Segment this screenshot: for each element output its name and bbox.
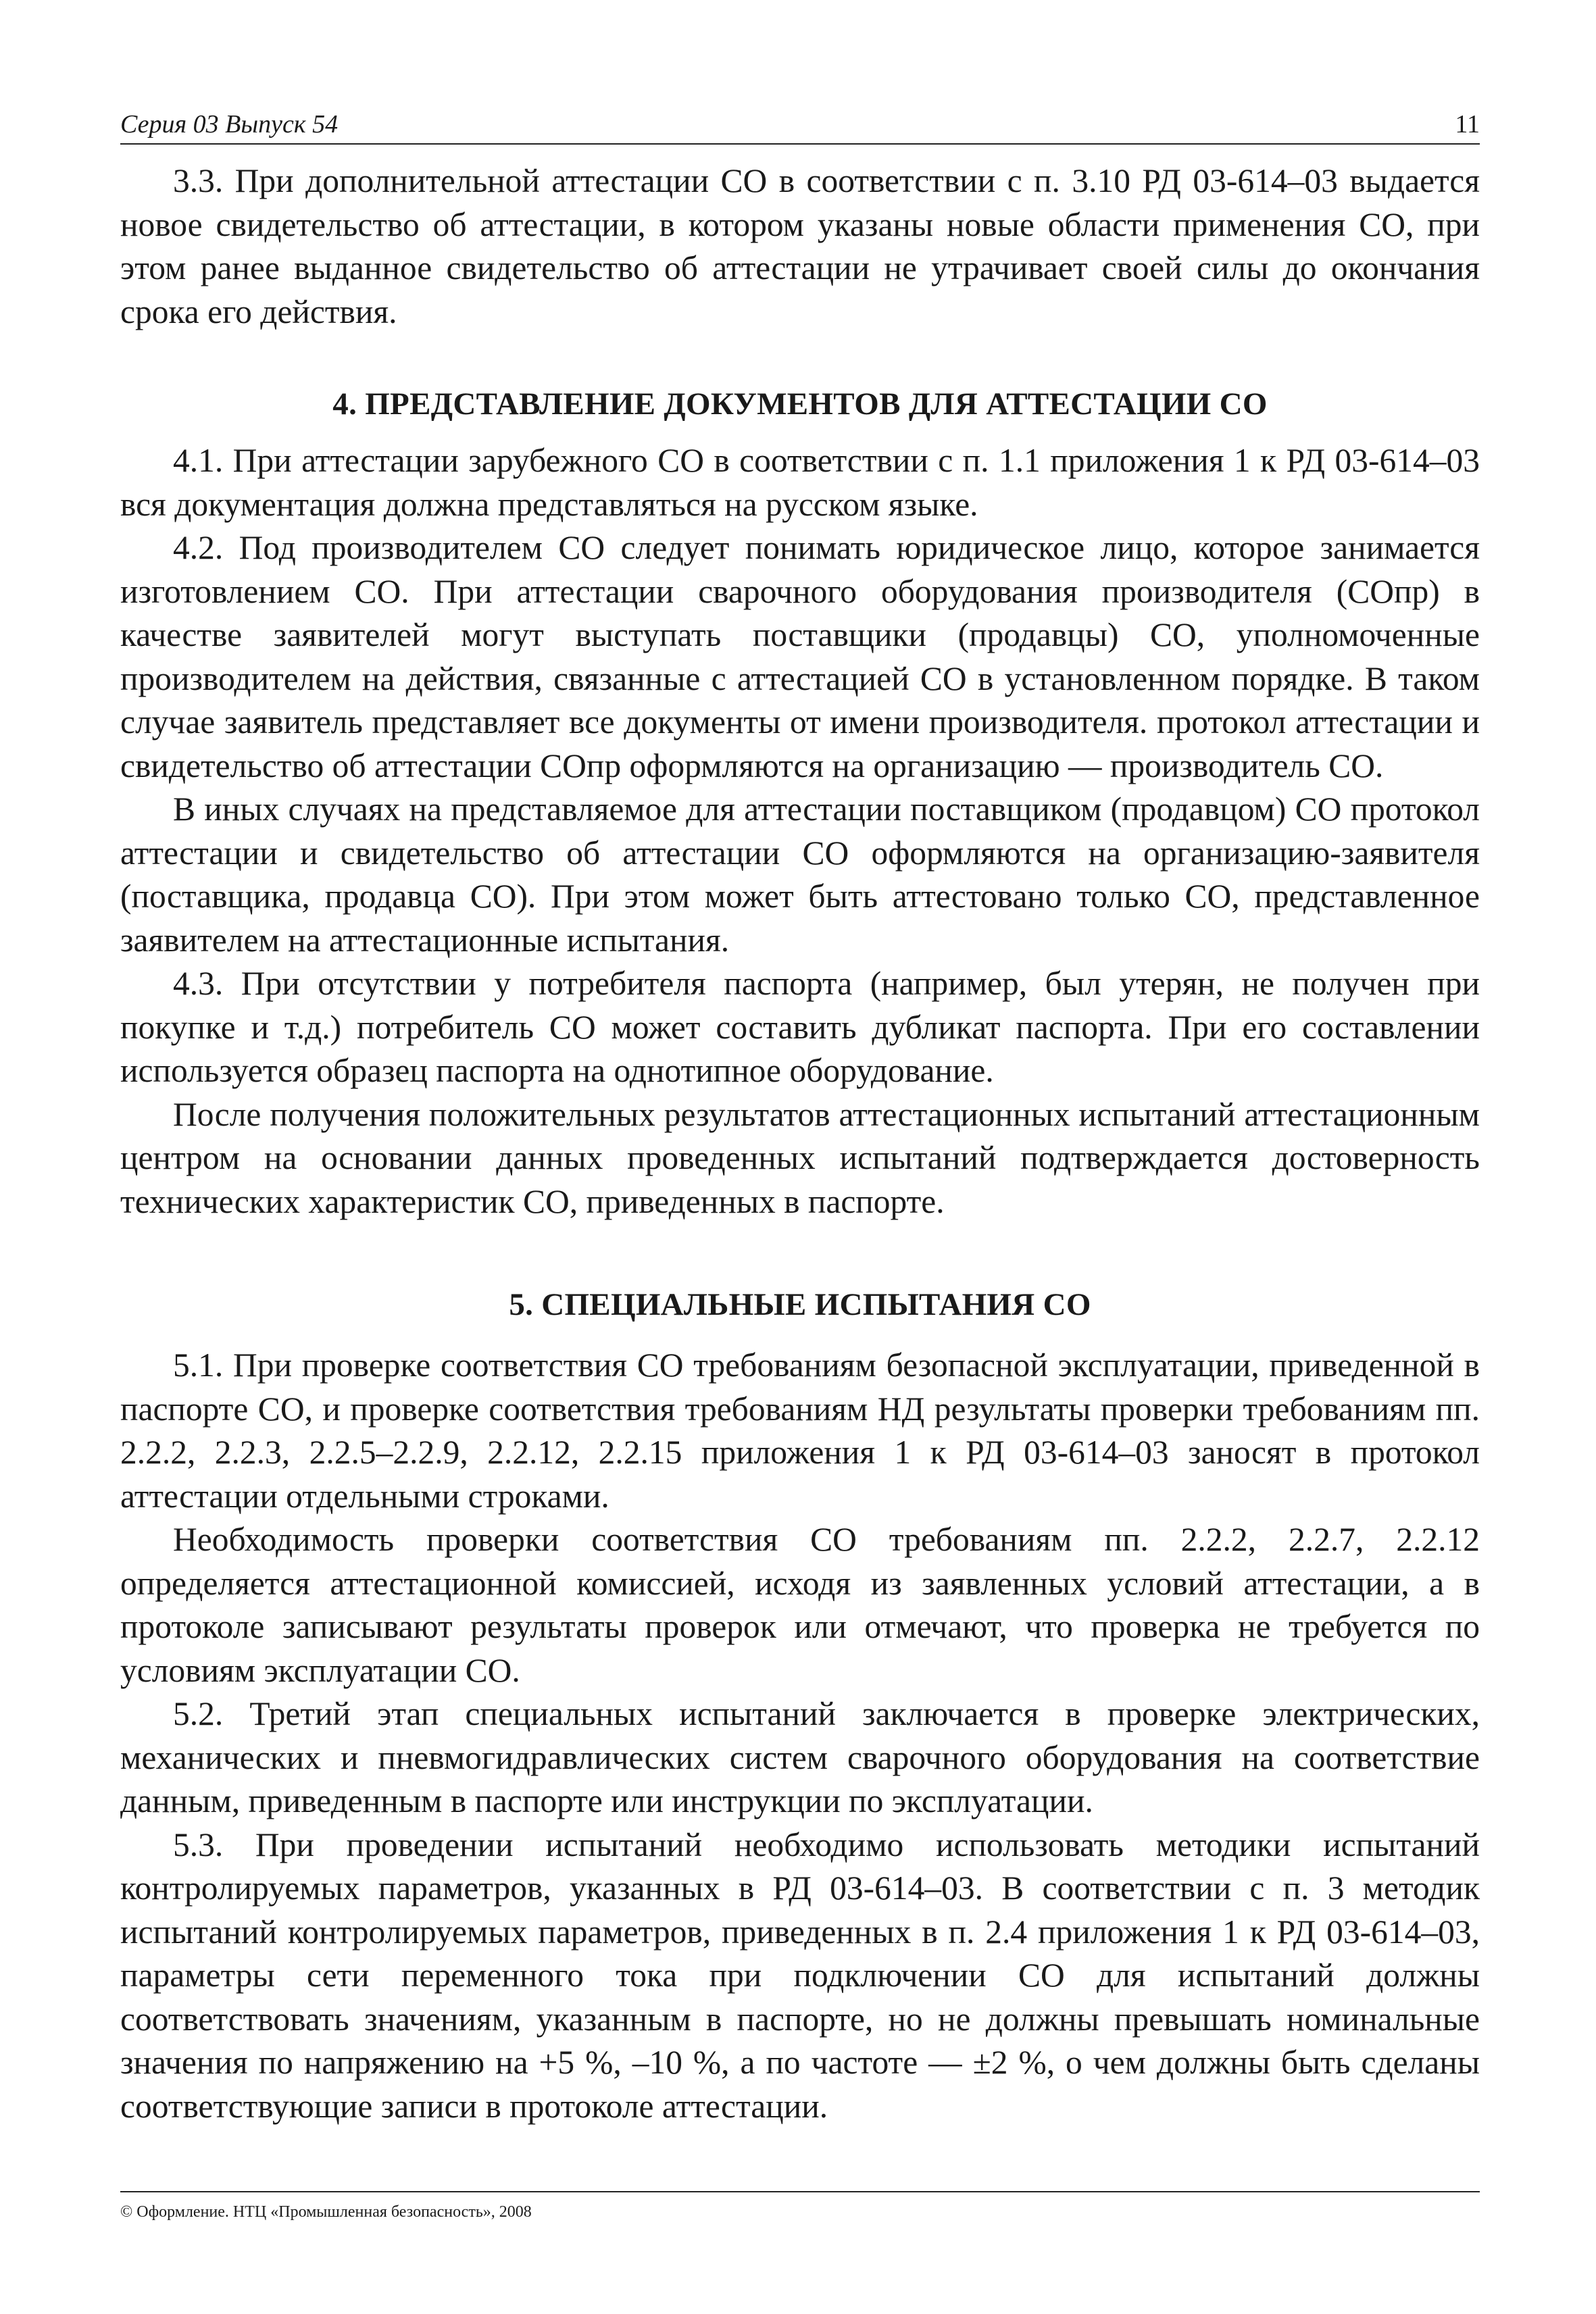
section-5-heading: 5. СПЕЦИАЛЬНЫЕ ИСПЫТАНИЯ СО [509,1287,1091,1322]
page-header [120,101,1480,145]
paragraph-4-1: 4.1. При аттестации зарубежного СО в соответствии с п. 1.1 приложения 1 к РД 03-614–03 вся документация должна представляться на русском языке. [120,442,1480,523]
paragraph-5-1: 5.1. При проверке соответствия СО требованиям безопасной эксплуатации, приведенной в паспорте СО, и проверке соответствия требованиям НД результаты проверки требованиям пп. 2.2.2, 2.2.3, 2.2.5–2.2.9, 2.2.12, 2.2.15 приложения 1 к РД 03-614–03 заносят в протокол аттестации отдельными строками. [120,1347,1480,1515]
paragraph-4-2-continued: В иных случаях на представляемое для аттестации поставщиком (продавцом) СО протокол аттестации и свидетельство об аттестации СО оформляются на организацию-заявителя (поставщика, продавца СО). При этом может быть аттестовано только СО, представленное заявителем на аттестационные испытания. [120,790,1480,959]
paragraph-4-2: 4.2. Под производителем СО следует понимать юридическое лицо, которое занимается изготовлением СО. При аттестации сварочного оборудования производителя (СОпр) в качестве заявителей могут выступать поставщики (продавцы) СО, уполномоченные производителем на действия, связанные с аттестацией СО в установленном порядке. В таком случае заявитель представляет все документы от имени производителя. протокол аттестации и свидетельство об аттестации СОпр оформляются на организацию — производитель СО. [120,529,1480,784]
paragraph-4-3: 4.3. При отсутствии у потребителя паспорта (например, был утерян, не получен при покупке и т.д.) потребитель СО может составить дубликат паспорта. При его составлении используется образец паспорта на однотипное оборудование. [120,965,1480,1089]
copyright-notice: © Оформление. НТЦ «Промышленная безопасность», 2008 [120,2203,532,2221]
paragraph-5-2: 5.2. Третий этап специальных испытаний заключается в проверке электрических, механических и пневмогидравлических систем сварочного оборудования на соответствие данным, приведенным в паспорте или инструкции по эксплуатации. [120,1695,1480,1819]
page-footer [120,2191,1480,2222]
page-content [120,159,1480,2128]
paragraph-5-3: 5.3. При проведении испытаний необходимо использовать методики испытаний контролируемых параметров, указанных в РД 03-614–03. В соответствии с п. 3 методик испытаний контролируемых параметров, приведенных в п. 2.4 приложения 1 к РД 03-614–03, параметры сети переменного тока при подключении СО для испытаний должны соответствовать значениям, указанным в паспорте, но не должны превышать номинальные значения по напряжению на +5 %, –10 %, а по частоте — ±2 %, о чем должны быть сделаны соответствующие записи в протоколе аттестации. [120,1826,1480,2125]
paragraph-3-3: 3.3. При дополнительной аттестации СО в соответствии с п. 3.10 РД 03-614–03 выдается новое свидетельство об аттестации, в котором указаны новые области применения СО, при этом ранее выданное свидетельство об аттестации не утрачивает своей силы до окончания срока его действия. [120,162,1480,330]
section-4-heading: 4. ПРЕДСТАВЛЕНИЕ ДОКУМЕНТОВ ДЛЯ АТТЕСТАЦИИ СО [332,386,1268,422]
paragraph-4-3-continued: После получения положительных результатов аттестационных испытаний аттестационным центром на основании данных проведенных испытаний подтверждается достоверность технических характеристик СО, приведенных в паспорте. [120,1095,1480,1220]
series-label: Серия 03 Выпуск 54 [120,110,339,139]
page-number: 11 [1455,110,1480,139]
paragraph-5-1-continued: Необходимость проверки соответствия СО требованиям пп. 2.2.2, 2.2.7, 2.2.12 определяется аттестационной комиссией, исходя из заявленных условий аттестации, а в протоколе записывают результаты проверок или отмечают, что проверка не требуется по условиям эксплуатации СО. [120,1521,1480,1689]
